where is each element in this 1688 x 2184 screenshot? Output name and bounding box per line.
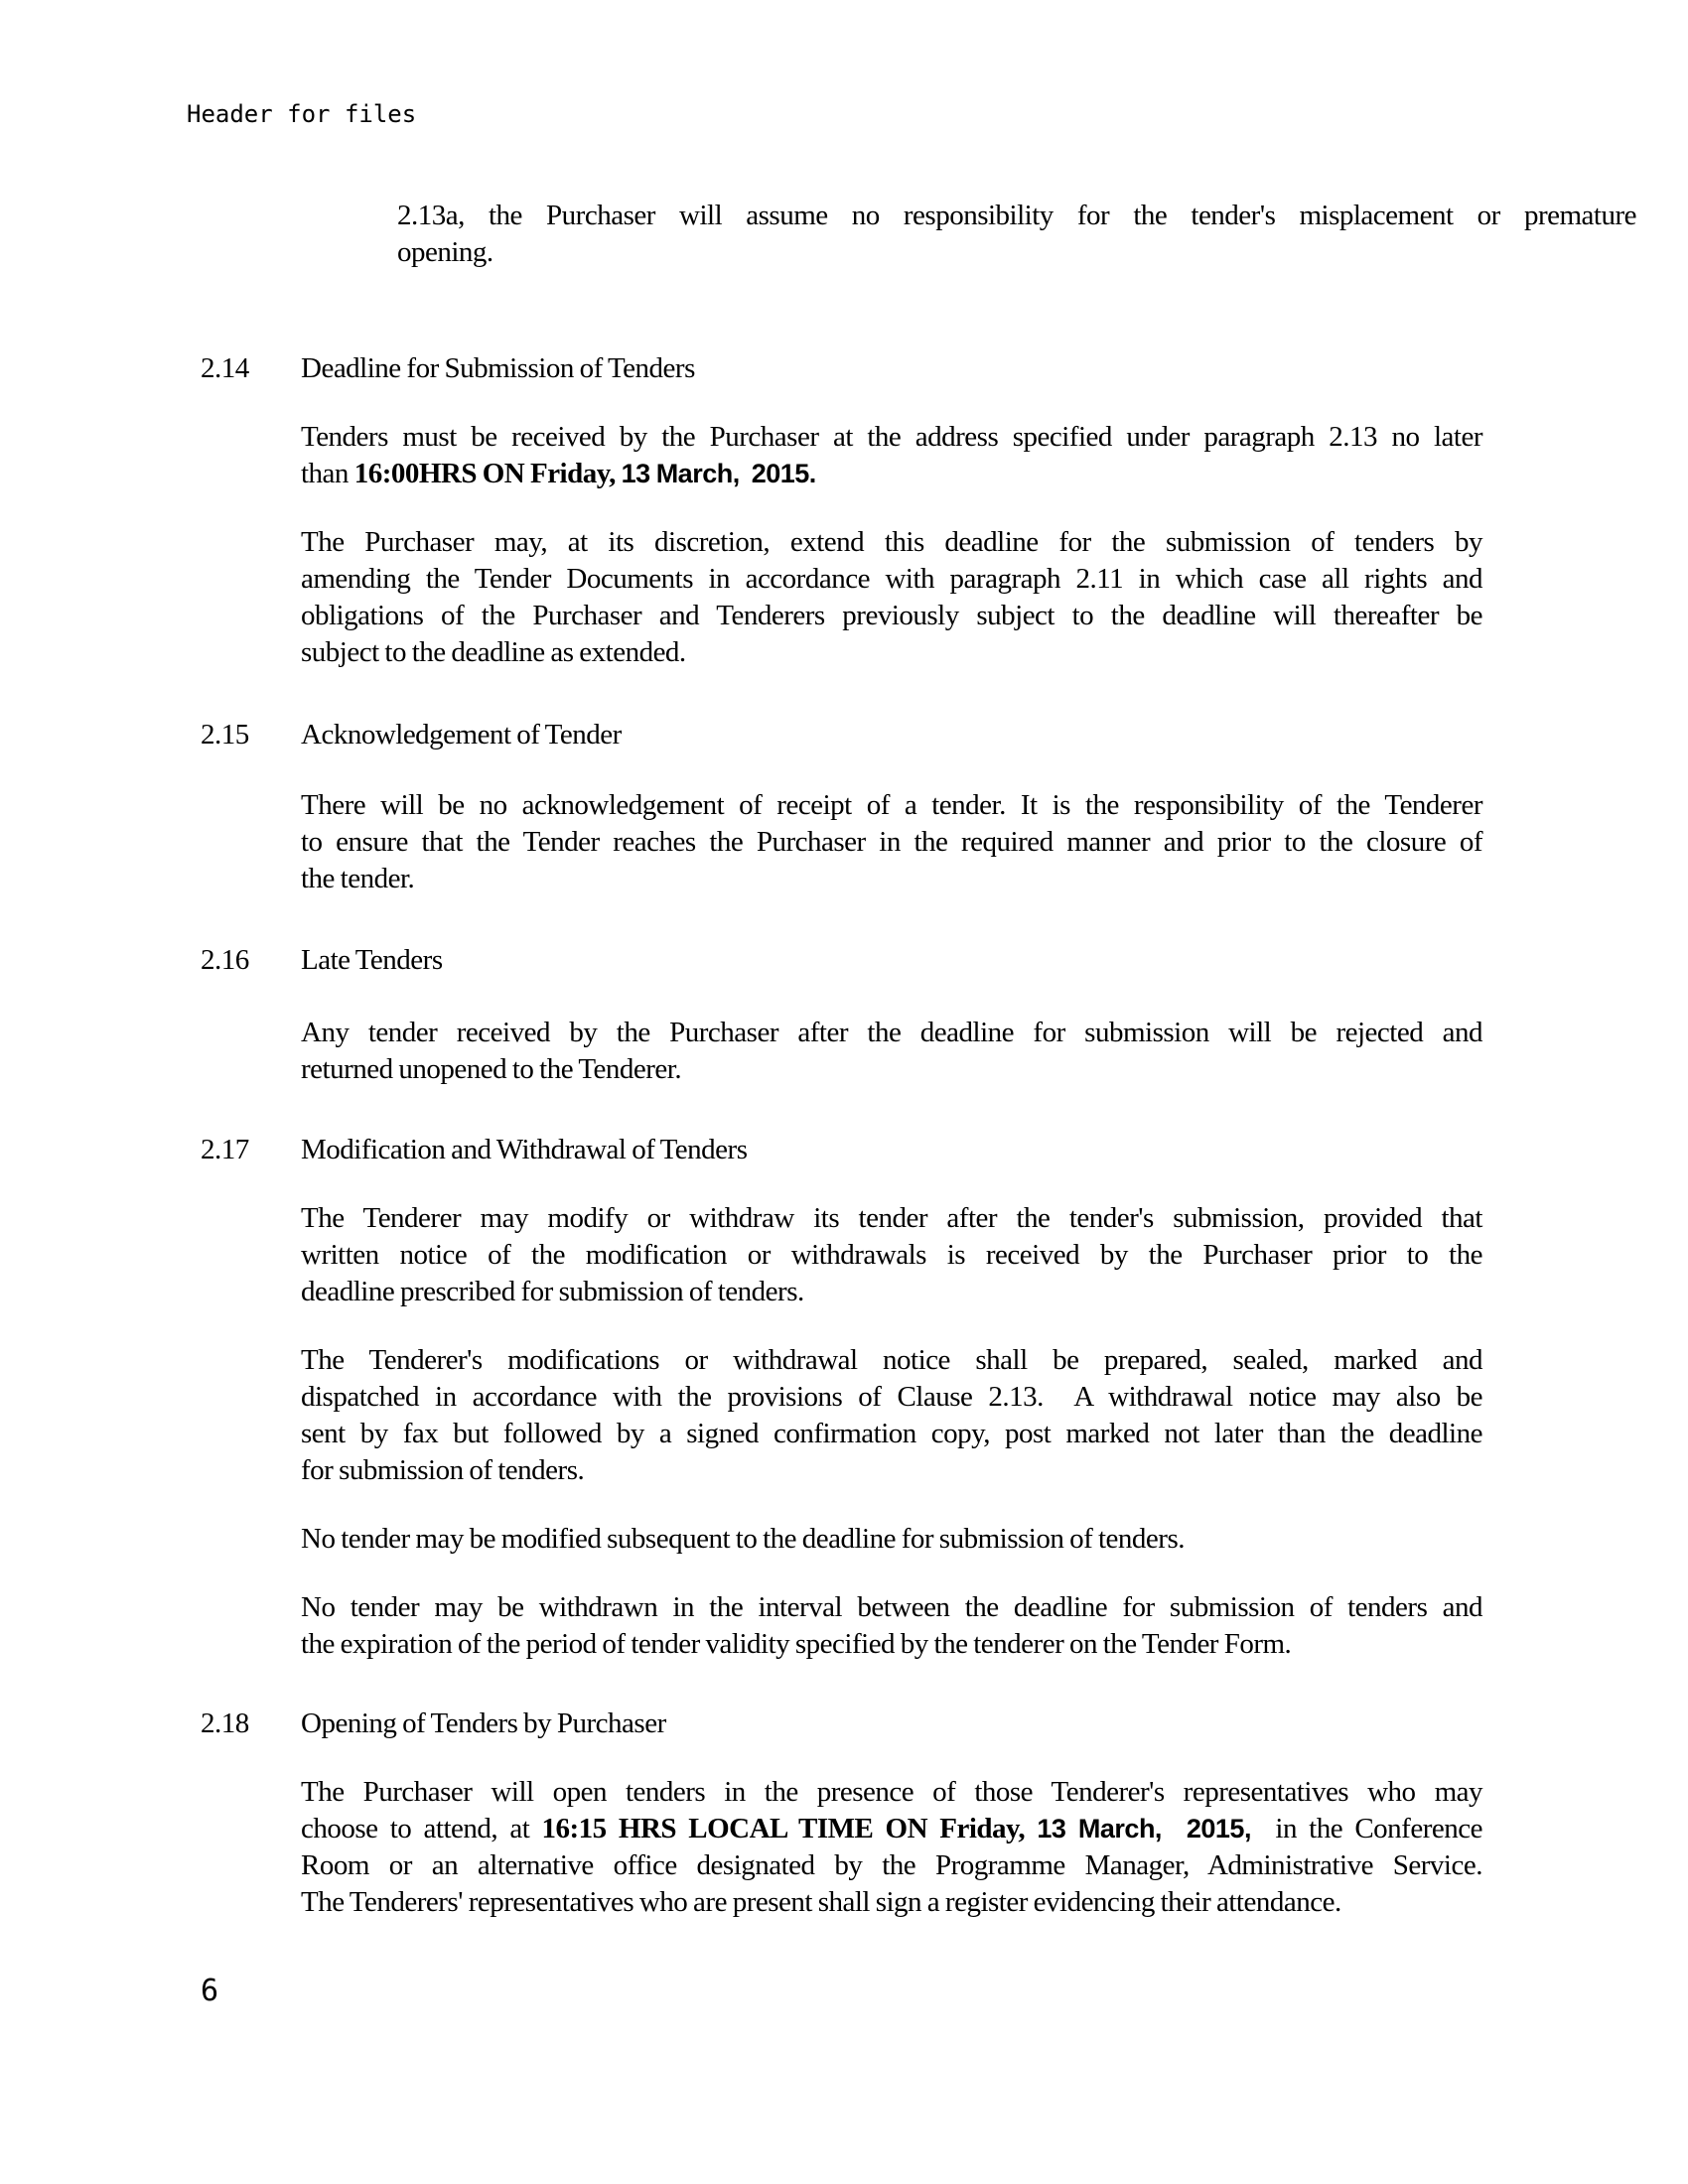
section-number-2-15: 2.15 [201, 719, 249, 751]
paragraph-line: opening. [397, 236, 493, 268]
section-title-2-18: Opening of Tenders by Purchaser [301, 1707, 666, 1739]
paragraph-2-18-1 [301, 1774, 1482, 1921]
paragraph-line: sent by fax but followed by a signed confirmation copy, post marked not later than the deadline [301, 1418, 1482, 1449]
paragraph-line: The Tenderer may modify or withdraw its tender after the tender's submission, provided that [301, 1202, 1482, 1234]
paragraph-line: No tender may be modified subsequent to the deadline for submission of tenders. [301, 1523, 1185, 1555]
text-run: in the Conference [1250, 1813, 1482, 1844]
section-number-2-14: 2.14 [201, 352, 249, 384]
opening-date-bold: 13 March, 2015, [1037, 1814, 1251, 1843]
paragraph-line: written notice of the modification or withdrawals is received by the Purchaser prior to the [301, 1239, 1482, 1271]
paragraph-2-17-1 [301, 1200, 1482, 1310]
paragraph-line: The Purchaser may, at its discretion, extend this deadline for the submission of tenders by [301, 526, 1482, 558]
opening-time-bold: 16:15 HRS LOCAL TIME ON Friday, [541, 1813, 1038, 1844]
section-number-2-16: 2.16 [201, 944, 249, 976]
paragraph-line: The Purchaser will open tenders in the presence of those Tenderer's representatives who may [301, 1776, 1482, 1808]
paragraph-line: No tender may be withdrawn in the interval between the deadline for submission of tenders and [301, 1591, 1482, 1623]
paragraph-line: returned unopened to the Tenderer. [301, 1053, 682, 1085]
paragraph-line: to ensure that the Tender reaches the Purchaser in the required manner and prior to the closure of [301, 826, 1482, 858]
paragraph-line: amending the Tender Documents in accordance with paragraph 2.11 in which case all rights and [301, 563, 1482, 595]
paragraph-line [301, 1811, 1482, 1847]
section-number-2-18: 2.18 [201, 1707, 249, 1739]
section-title-2-15: Acknowledgement of Tender [301, 719, 622, 751]
section-title-2-17: Modification and Withdrawal of Tenders [301, 1134, 748, 1165]
paragraph-line: 2.13a, the Purchaser will assume no responsibility for the tender's misplacement or premature [397, 200, 1636, 231]
text-run: than [301, 458, 354, 489]
paragraph-2-14-2 [301, 524, 1482, 671]
paragraph-2-17-3 [301, 1521, 1482, 1558]
page-header-text: Header for files [187, 100, 417, 128]
paragraph-2-15-1 [301, 787, 1482, 897]
text-run: choose to attend, at [301, 1813, 542, 1844]
paragraph-line: Tenders must be received by the Purchaser at the address specified under paragraph 2.13 no later [301, 421, 1482, 453]
section-title-2-14: Deadline for Submission of Tenders [301, 352, 695, 384]
paragraph-line: the expiration of the period of tender validity specified by the tenderer on the Tender Form. [301, 1628, 1292, 1660]
section-title-2-16: Late Tenders [301, 944, 443, 976]
deadline-date-bold: 13 March, 2015. [621, 459, 816, 488]
paragraph-line: Any tender received by the Purchaser after the deadline for submission will be rejected and [301, 1017, 1482, 1048]
paragraph-line: subject to the deadline as extended. [301, 636, 686, 668]
paragraph-line: dispatched in accordance with the provisions of Clause 2.13. A withdrawal notice may also be [301, 1381, 1482, 1413]
paragraph-line: Room or an alternative office designated by the Programme Manager, Administrative Service. [301, 1849, 1482, 1881]
paragraph-2-16-1 [301, 1015, 1482, 1088]
paragraph-2-17-2 [301, 1342, 1482, 1489]
paragraph-2-14-1 [301, 419, 1482, 492]
paragraph-2-17-4 [301, 1589, 1482, 1663]
paragraph-line: The Tenderers' representatives who are present shall sign a register evidencing their attendance. [301, 1886, 1341, 1918]
paragraph-line: The Tenderer's modifications or withdrawal notice shall be prepared, sealed, marked and [301, 1344, 1482, 1376]
paragraph-line: There will be no acknowledgement of receipt of a tender. It is the responsibility of the Tenderer [301, 789, 1482, 821]
intro-paragraph [397, 198, 1636, 271]
paragraph-line: the tender. [301, 863, 415, 894]
paragraph-line: obligations of the Purchaser and Tenderers previously subject to the deadline will thereafter be [301, 600, 1482, 631]
paragraph-line [301, 456, 1482, 492]
section-number-2-17: 2.17 [201, 1134, 249, 1165]
deadline-time-bold: 16:00HRS ON Friday, [353, 458, 622, 489]
page-number: 6 [201, 1974, 219, 2008]
paragraph-line: deadline prescribed for submission of tenders. [301, 1276, 804, 1307]
paragraph-line: for submission of tenders. [301, 1454, 585, 1486]
